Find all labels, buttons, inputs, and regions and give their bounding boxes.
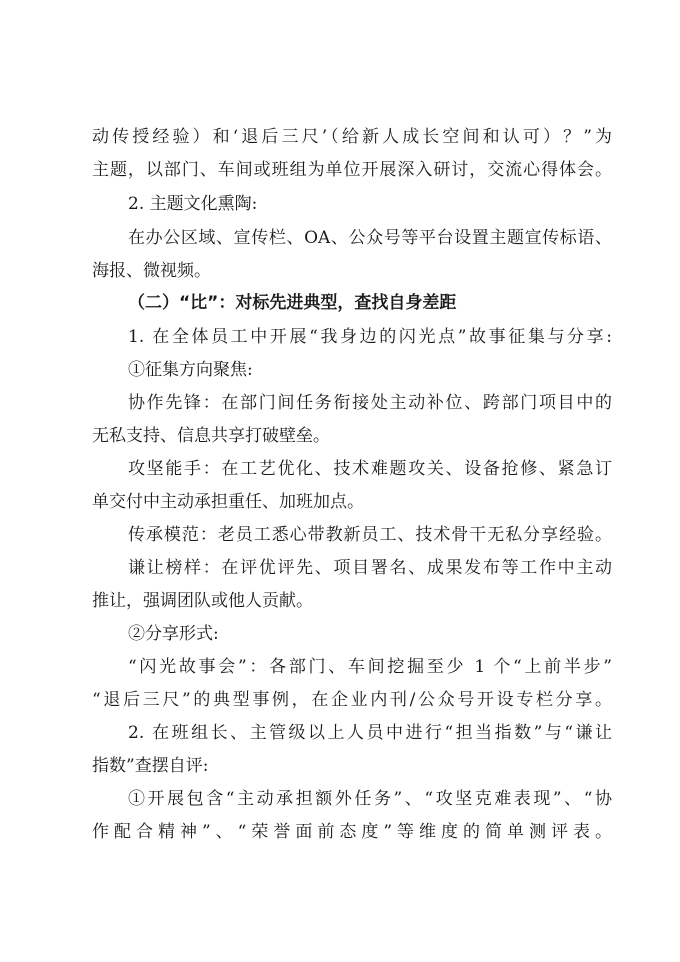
- chapter-heading: （二）“比”：对标先进典型，查找自身差距: [128, 293, 457, 313]
- paragraph-line: 作配合精神”、“荣誉面前态度”等维度的简单测评表。: [92, 822, 612, 842]
- paragraph-line: 谦让榜样：在评优评先、项目署名、成果发布等工作中主动: [128, 558, 612, 578]
- paragraph-line: 主题，以部门、车间或班组为单位开展深入研讨，交流心得体会。: [92, 160, 612, 180]
- paragraph-line: 海报、微视频。: [92, 261, 211, 281]
- subsection-heading: ②分享形式:: [128, 624, 219, 644]
- paragraph-line: 推让，强调团队或他人贡献。: [92, 591, 313, 611]
- paragraph-line: 指数”查摆自评:: [92, 756, 209, 776]
- section-heading: 1. 在全体员工中开展“我身边的闪光点”故事征集与分享:: [128, 327, 612, 347]
- section-heading: 2. 主题文化熏陶:: [128, 194, 258, 214]
- paragraph-line: 动传授经验）和‘退后三尺’（给新人成长空间和认可）？”为: [92, 127, 612, 147]
- paragraph-line: ①开展包含“主动承担额外任务”、“攻坚克难表现”、“协: [128, 789, 612, 809]
- subsection-heading: ①征集方向聚焦:: [128, 360, 253, 380]
- paragraph-line: 协作先锋：在部门间任务衔接处主动补位、跨部门项目中的: [128, 393, 612, 413]
- paragraph-line: 单交付中主动承担重任、加班加点。: [92, 492, 364, 512]
- section-heading: 2. 在班组长、主管级以上人员中进行“担当指数”与“谦让: [128, 723, 612, 743]
- paragraph-line: 传承模范：老员工悉心带教新员工、技术骨干无私分享经验。: [128, 525, 612, 545]
- paragraph-line: “闪光故事会”：各部门、车间挖掘至少 1 个“上前半步”: [128, 657, 612, 677]
- paragraph-line: 攻坚能手：在工艺优化、技术难题攻关、设备抢修、紧急订: [128, 459, 612, 479]
- paragraph-line: “退后三尺”的典型事例，在企业内刊/公众号开设专栏分享。: [92, 690, 612, 710]
- paragraph-line: 在办公区域、宣传栏、OA、公众号等平台设置主题宣传标语、: [128, 228, 612, 248]
- paragraph-line: 无私支持、信息共享打破壁垒。: [92, 426, 330, 446]
